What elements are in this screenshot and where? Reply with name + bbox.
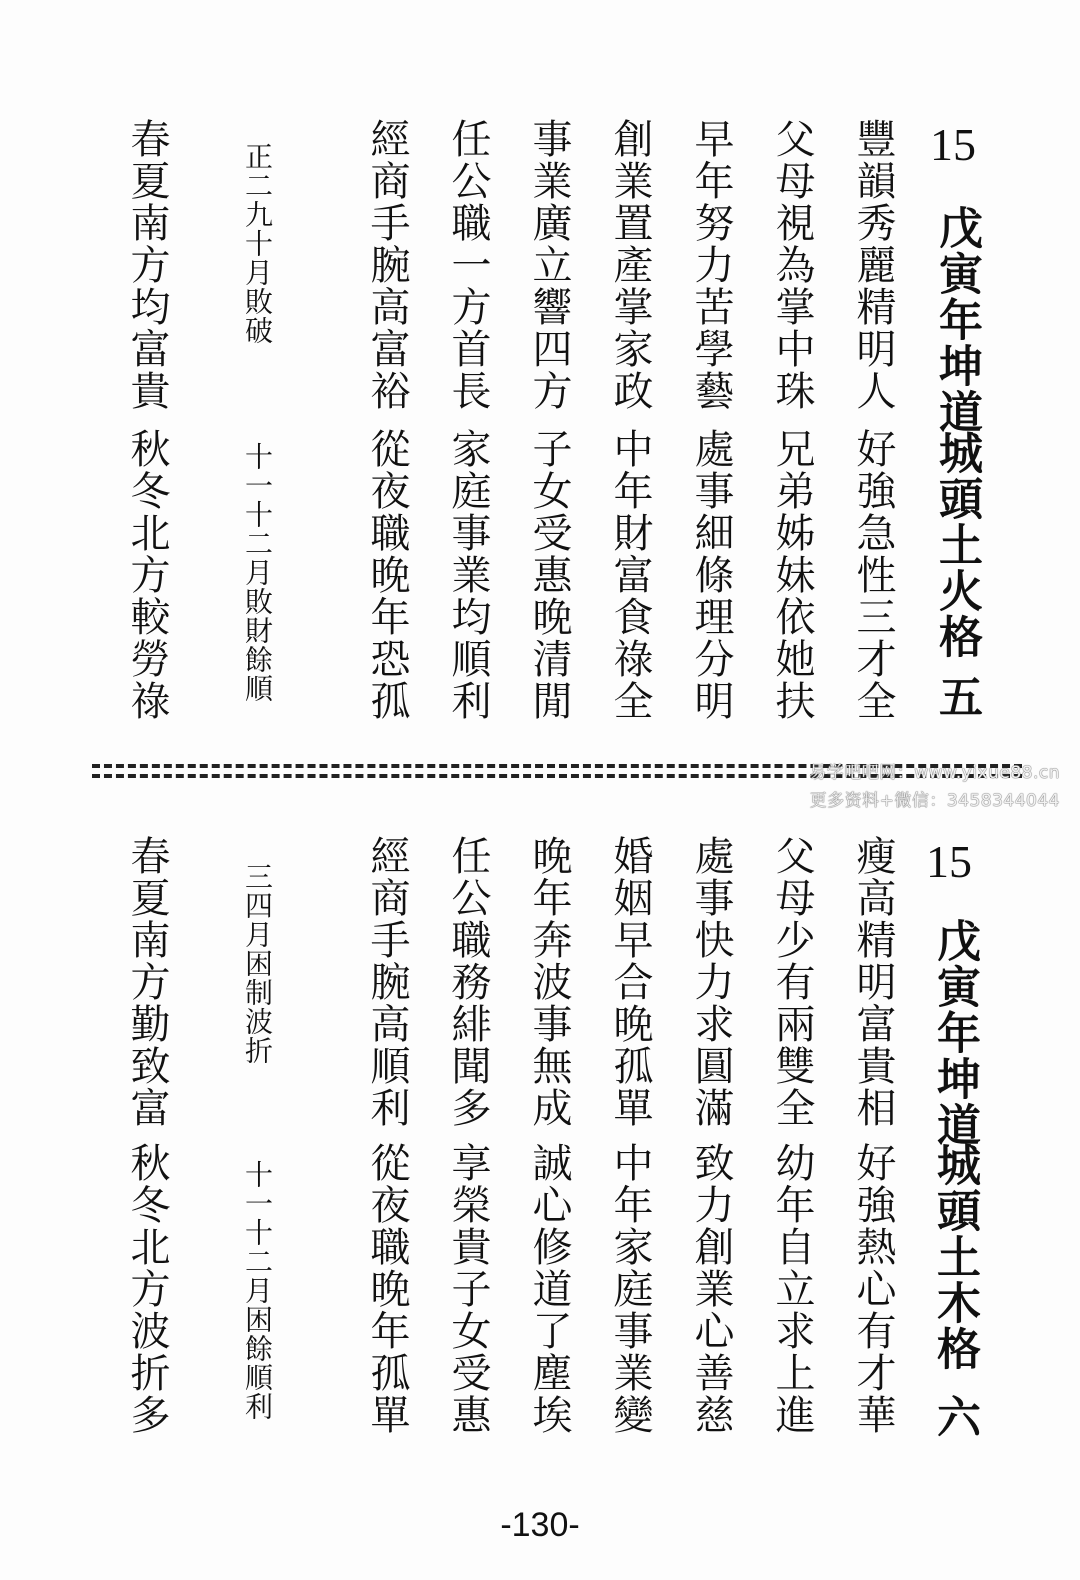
page-number: -130- <box>500 1506 580 1544</box>
bottom-month-note-b: 十一十二月困餘順利 <box>241 1160 274 1421</box>
watermark-line-2: 更多资料+微信：3458344044 <box>809 791 1060 811</box>
bottom-verse-6b: 享榮貴子女受惠 <box>445 1142 491 1436</box>
bottom-pattern: 城頭土木格 <box>929 1142 980 1372</box>
top-month-note-a: 正二九十月敗破 <box>241 142 274 345</box>
bottom-verse-4a: 婚姻早合晚孤單 <box>607 835 653 1129</box>
top-verse-1b: 好強急性三才全 <box>850 428 896 722</box>
top-rank: 五 <box>931 674 982 720</box>
top-final-b: 秋冬北方較勞祿 <box>124 428 170 722</box>
bottom-verse-5a: 晚年奔波事無成 <box>526 835 572 1129</box>
bottom-final-a: 春夏南方勤致富 <box>124 835 170 1129</box>
top-verse-3a: 早年努力苦學藝 <box>688 118 734 412</box>
top-verse-3b: 處事細條理分明 <box>688 428 734 722</box>
bottom-verse-7b: 從夜職晚年孤單 <box>364 1142 410 1436</box>
bottom-verse-1a: 瘦高精明富貴相 <box>850 835 896 1129</box>
top-verse-4b: 中年財富食祿全 <box>607 428 653 722</box>
bottom-verse-2b: 幼年自立求上進 <box>769 1142 815 1436</box>
top-pattern: 城頭土火格 <box>931 430 982 660</box>
top-verse-4a: 創業置產掌家政 <box>607 118 653 412</box>
bottom-heading: 戊寅年坤道 <box>929 918 980 1148</box>
top-verse-6a: 任公職一方首長 <box>445 118 491 412</box>
bottom-verse-3b: 致力創業心善慈 <box>688 1142 734 1436</box>
bottom-month-note-a: 三四月困制波折 <box>241 862 274 1065</box>
bottom-verse-6a: 任公職務緋聞多 <box>445 835 491 1129</box>
bottom-rank: 六 <box>929 1394 980 1440</box>
watermark-line-1: 易学吧吧网：www.yixue88.cn <box>809 763 1060 783</box>
top-verse-7b: 從夜職晚年恐孤 <box>364 428 410 722</box>
bottom-entry-number: 15 <box>926 836 972 887</box>
top-final-a: 春夏南方均富貴 <box>124 118 170 412</box>
top-verse-1a: 豐韻秀麗精明人 <box>850 118 896 412</box>
bottom-verse-1b: 好強熱心有才華 <box>850 1142 896 1436</box>
bottom-final-b: 秋冬北方波折多 <box>124 1142 170 1436</box>
top-verse-6b: 家庭事業均順利 <box>445 428 491 722</box>
bottom-verse-2a: 父母少有兩雙全 <box>769 835 815 1129</box>
top-verse-2b: 兄弟姊妹依她扶 <box>769 428 815 722</box>
top-month-note-b: 十一十二月敗財餘順 <box>241 442 274 703</box>
top-verse-7a: 經商手腕高富裕 <box>364 118 410 412</box>
bottom-verse-7a: 經商手腕高順利 <box>364 835 410 1129</box>
top-verse-5a: 事業廣立響四方 <box>526 118 572 412</box>
top-entry-number: 15 <box>930 119 976 170</box>
bottom-verse-3a: 處事快力求圓滿 <box>688 835 734 1129</box>
bottom-verse-5b: 誠心修道了塵埃 <box>526 1142 572 1436</box>
top-verse-5b: 子女受惠晚清閒 <box>526 428 572 722</box>
top-heading: 戊寅年坤道 <box>931 205 982 435</box>
bottom-verse-4b: 中年家庭事業變 <box>607 1142 653 1436</box>
top-verse-2a: 父母視為掌中珠 <box>769 118 815 412</box>
